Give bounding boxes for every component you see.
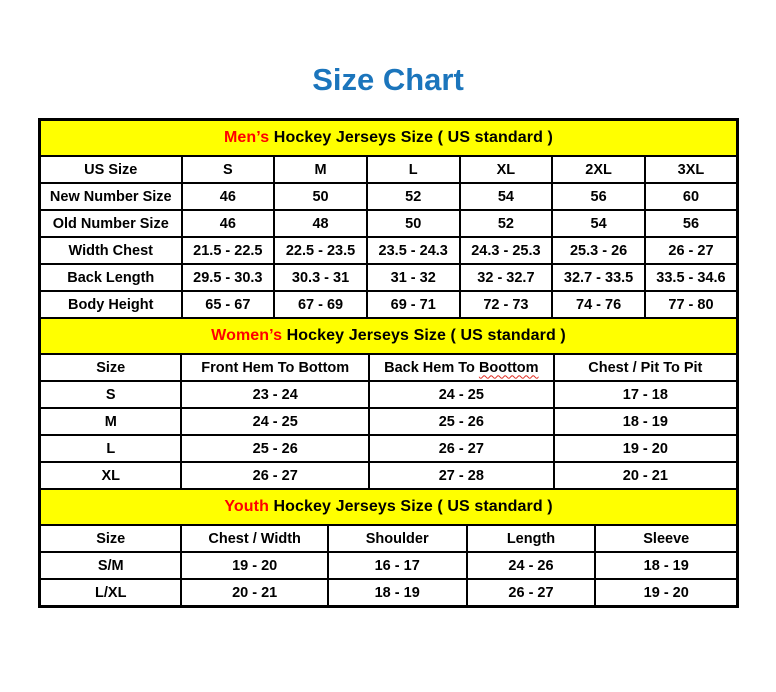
row-label: XL [40, 462, 181, 489]
table-cell: 18 - 19 [328, 579, 467, 606]
table-cell: 33.5 - 34.6 [645, 264, 737, 291]
misspelled-word: Boottom [478, 359, 539, 376]
table-cell: 17 - 18 [554, 381, 737, 408]
section-title-mens [40, 120, 737, 156]
table-cell: 50 [274, 183, 367, 210]
table-cell: 46 [182, 183, 275, 210]
row-label: Back Length [40, 264, 182, 291]
section-title-womens [40, 318, 737, 354]
table-cell: 23 - 24 [181, 381, 368, 408]
row-label: Width Chest [40, 237, 182, 264]
column-header: Front Hem To Bottom [181, 354, 368, 381]
table-cell: 56 [645, 210, 737, 237]
table-cell: 74 - 76 [552, 291, 645, 318]
table-row [40, 183, 737, 210]
table-cell: 26 - 27 [467, 579, 596, 606]
table-cell: 19 - 20 [181, 552, 327, 579]
table-cell: 22.5 - 23.5 [274, 237, 367, 264]
table-row [40, 462, 737, 489]
table-cell: 25 - 26 [181, 435, 368, 462]
table-cell: 60 [645, 183, 737, 210]
column-header: M [274, 156, 367, 183]
row-label: S [40, 381, 181, 408]
table-cell: 46 [182, 210, 275, 237]
table-cell: 65 - 67 [182, 291, 275, 318]
row-label: S/M [40, 552, 181, 579]
table-cell: 54 [552, 210, 645, 237]
column-header: S [182, 156, 275, 183]
column-header: US Size [40, 156, 182, 183]
table-cell: 29.5 - 30.3 [182, 264, 275, 291]
table-row [40, 237, 737, 264]
table-cell: 52 [367, 183, 460, 210]
table-cell: 24.3 - 25.3 [460, 237, 553, 264]
table-cell: 21.5 - 22.5 [182, 237, 275, 264]
table-cell: 48 [274, 210, 367, 237]
table-cell: 24 - 26 [467, 552, 596, 579]
table-row [40, 264, 737, 291]
column-header: Length [467, 525, 596, 552]
column-header: Size [40, 525, 181, 552]
column-header: Chest / Pit To Pit [554, 354, 737, 381]
column-header: Size [40, 354, 181, 381]
table-row [40, 381, 737, 408]
table-cell: 25 - 26 [369, 408, 554, 435]
section-title-row-youth [40, 489, 737, 525]
column-header: L [367, 156, 460, 183]
row-label: Body Height [40, 291, 182, 318]
table-cell: 32.7 - 33.5 [552, 264, 645, 291]
table-row [40, 435, 737, 462]
row-label: New Number Size [40, 183, 182, 210]
column-header-row [40, 156, 737, 183]
table-row [40, 408, 737, 435]
youth-size-table [39, 488, 738, 607]
section-title-highlight: Men’s [224, 129, 270, 146]
table-cell: 67 - 69 [274, 291, 367, 318]
table-cell: 69 - 71 [367, 291, 460, 318]
table-cell: 19 - 20 [595, 579, 737, 606]
table-cell: 19 - 20 [554, 435, 737, 462]
table-cell: 32 - 32.7 [460, 264, 553, 291]
table-cell: 54 [460, 183, 553, 210]
section-title-row-womens [40, 318, 737, 354]
section-title-rest: Hockey Jerseys Size ( US standard ) [268, 498, 553, 515]
mens-size-table [39, 119, 738, 319]
section-title-highlight: Women’s [211, 327, 283, 344]
row-label: L/XL [40, 579, 181, 606]
table-cell: 24 - 25 [181, 408, 368, 435]
column-header: XL [460, 156, 553, 183]
column-header: Chest / Width [181, 525, 327, 552]
section-title-rest: Hockey Jerseys Size ( US standard ) [282, 327, 566, 344]
table-row [40, 552, 737, 579]
row-label: Old Number Size [40, 210, 182, 237]
table-cell: 26 - 27 [181, 462, 368, 489]
table-cell: 26 - 27 [369, 435, 554, 462]
section-title-rest: Hockey Jerseys Size ( US standard ) [269, 129, 553, 146]
table-cell: 27 - 28 [369, 462, 554, 489]
table-cell: 25.3 - 26 [552, 237, 645, 264]
table-cell: 77 - 80 [645, 291, 737, 318]
column-header: 2XL [552, 156, 645, 183]
column-header-row [40, 354, 737, 381]
section-title-youth [40, 489, 737, 525]
table-row [40, 210, 737, 237]
table-cell: 26 - 27 [645, 237, 737, 264]
table-cell: 31 - 32 [367, 264, 460, 291]
table-row [40, 579, 737, 606]
section-title-highlight: Youth [224, 498, 269, 515]
table-cell: 16 - 17 [328, 552, 467, 579]
section-title-row-mens [40, 120, 737, 156]
row-label: M [40, 408, 181, 435]
table-cell: 30.3 - 31 [274, 264, 367, 291]
row-label: L [40, 435, 181, 462]
table-cell: 18 - 19 [554, 408, 737, 435]
table-cell: 50 [367, 210, 460, 237]
size-chart-tables [38, 118, 739, 608]
table-cell: 18 - 19 [595, 552, 737, 579]
table-cell: 24 - 25 [369, 381, 554, 408]
column-header: Shoulder [328, 525, 467, 552]
table-cell: 52 [460, 210, 553, 237]
table-cell: 72 - 73 [460, 291, 553, 318]
column-header-row [40, 525, 737, 552]
table-cell: 20 - 21 [554, 462, 737, 489]
womens-size-table [39, 317, 738, 490]
table-row [40, 291, 737, 318]
column-header [369, 354, 554, 381]
header-text: Back Hem To [384, 359, 479, 376]
table-cell: 23.5 - 24.3 [367, 237, 460, 264]
table-cell: 56 [552, 183, 645, 210]
table-cell: 20 - 21 [181, 579, 327, 606]
page-title: Size Chart [312, 62, 464, 97]
column-header: Sleeve [595, 525, 737, 552]
column-header: 3XL [645, 156, 737, 183]
